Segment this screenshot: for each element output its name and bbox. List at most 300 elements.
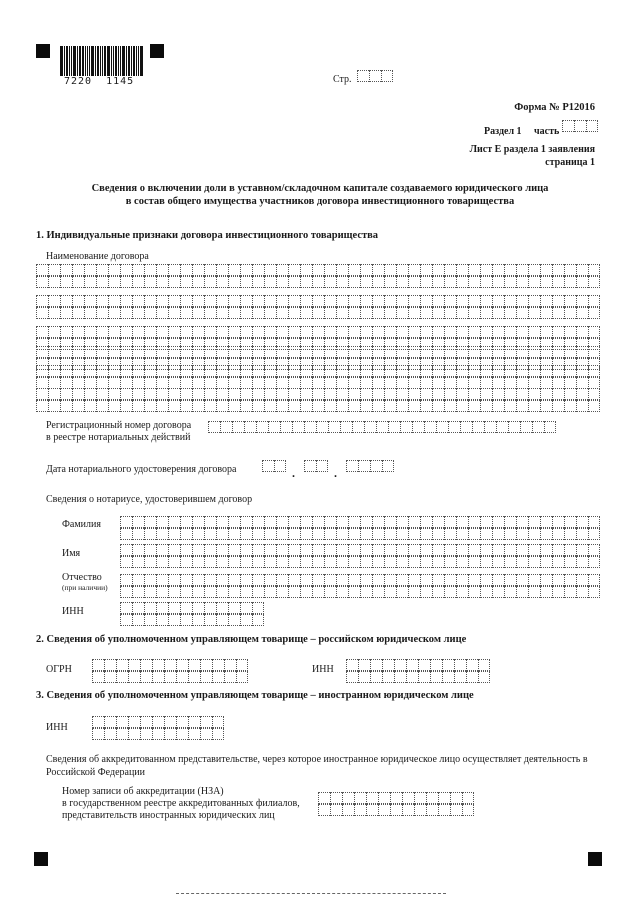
entry-cell[interactable] [456, 264, 468, 276]
entry-cell[interactable] [562, 120, 574, 132]
entry-cell[interactable] [352, 421, 364, 433]
entry-cell[interactable] [588, 388, 600, 400]
entry-cell[interactable] [240, 295, 252, 307]
entry-cell[interactable] [108, 276, 120, 288]
entry-cell[interactable] [144, 346, 156, 358]
entry-cell[interactable] [156, 602, 168, 614]
entry-cell[interactable] [228, 276, 240, 288]
entry-cell[interactable] [168, 346, 180, 358]
entry-cell[interactable] [370, 659, 382, 671]
entry-cell[interactable] [276, 544, 288, 556]
entry-cell[interactable] [216, 556, 228, 568]
entry-cell[interactable] [516, 574, 528, 586]
entry-cell[interactable] [564, 295, 576, 307]
entry-cell[interactable] [342, 804, 354, 816]
entry-cell[interactable] [330, 792, 342, 804]
entry-cell[interactable] [528, 295, 540, 307]
entry-cell[interactable] [264, 276, 276, 288]
entry-cell[interactable] [276, 516, 288, 528]
entry-cell[interactable] [228, 365, 240, 377]
entry-cell[interactable] [370, 460, 382, 472]
entry-cell[interactable] [156, 614, 168, 626]
entry-cell[interactable] [132, 264, 144, 276]
entry-cell[interactable] [216, 326, 228, 338]
entry-cell[interactable] [466, 671, 478, 683]
entry-cell[interactable] [192, 346, 204, 358]
entry-cell[interactable] [176, 728, 188, 740]
entry-cell[interactable] [384, 400, 396, 412]
entry-cell[interactable] [48, 307, 60, 319]
entry-cell[interactable] [324, 365, 336, 377]
entry-cell[interactable] [48, 400, 60, 412]
entry-cell[interactable] [144, 556, 156, 568]
entry-cell[interactable] [92, 659, 104, 671]
entry-cell[interactable] [552, 544, 564, 556]
entry-cell[interactable] [480, 264, 492, 276]
entry-cell[interactable] [360, 586, 372, 598]
entry-cell[interactable] [236, 671, 248, 683]
entry-cell[interactable] [288, 307, 300, 319]
entry-cell[interactable] [228, 388, 240, 400]
entry-cell[interactable] [408, 528, 420, 540]
entry-cell[interactable] [588, 556, 600, 568]
entry-cell[interactable] [72, 365, 84, 377]
entry-cell[interactable] [348, 528, 360, 540]
entry-cell[interactable] [412, 421, 424, 433]
entry-cell[interactable] [288, 276, 300, 288]
entry-cell[interactable] [420, 276, 432, 288]
entry-cell[interactable] [348, 516, 360, 528]
entry-cell[interactable] [276, 307, 288, 319]
entry-cell[interactable] [540, 400, 552, 412]
entry-cell[interactable] [200, 728, 212, 740]
entry-cell[interactable] [240, 556, 252, 568]
entry-cell[interactable] [444, 295, 456, 307]
entry-cell[interactable] [252, 602, 264, 614]
entry-cell[interactable] [384, 516, 396, 528]
entry-cell[interactable] [276, 346, 288, 358]
entry-cell[interactable] [156, 295, 168, 307]
entry-cell[interactable] [144, 388, 156, 400]
entry-cell[interactable] [378, 792, 390, 804]
entry-cell[interactable] [454, 659, 466, 671]
entry-cell[interactable] [312, 516, 324, 528]
entry-cell[interactable] [176, 716, 188, 728]
entry-cell[interactable] [516, 276, 528, 288]
contract-name-row[interactable] [36, 400, 600, 412]
entry-cell[interactable] [96, 365, 108, 377]
entry-cell[interactable] [204, 614, 216, 626]
entry-cell[interactable] [552, 556, 564, 568]
ogrn-cells-row2[interactable] [92, 671, 248, 683]
entry-cell[interactable] [372, 400, 384, 412]
entry-cell[interactable] [516, 400, 528, 412]
entry-cell[interactable] [288, 365, 300, 377]
entry-cell[interactable] [144, 264, 156, 276]
entry-cell[interactable] [192, 556, 204, 568]
entry-cell[interactable] [492, 276, 504, 288]
entry-cell[interactable] [390, 804, 402, 816]
entry-cell[interactable] [192, 365, 204, 377]
entry-cell[interactable] [384, 295, 396, 307]
entry-cell[interactable] [116, 659, 128, 671]
entry-cell[interactable] [312, 346, 324, 358]
entry-cell[interactable] [300, 295, 312, 307]
entry-cell[interactable] [360, 264, 372, 276]
entry-cell[interactable] [540, 346, 552, 358]
entry-cell[interactable] [540, 544, 552, 556]
entry-cell[interactable] [96, 326, 108, 338]
entry-cell[interactable] [84, 276, 96, 288]
entry-cell[interactable] [432, 544, 444, 556]
entry-cell[interactable] [164, 671, 176, 683]
entry-cell[interactable] [240, 276, 252, 288]
entry-cell[interactable] [400, 421, 412, 433]
entry-cell[interactable] [120, 614, 132, 626]
entry-cell[interactable] [96, 388, 108, 400]
entry-cell[interactable] [156, 388, 168, 400]
entry-cell[interactable] [418, 671, 430, 683]
entry-cell[interactable] [516, 516, 528, 528]
entry-cell[interactable] [426, 804, 438, 816]
entry-cell[interactable] [456, 346, 468, 358]
entry-cell[interactable] [348, 307, 360, 319]
entry-cell[interactable] [156, 326, 168, 338]
entry-cell[interactable] [369, 70, 381, 82]
entry-cell[interactable] [432, 276, 444, 288]
entry-cell[interactable] [492, 556, 504, 568]
entry-cell[interactable] [180, 574, 192, 586]
entry-cell[interactable] [496, 421, 508, 433]
entry-cell[interactable] [516, 295, 528, 307]
entry-cell[interactable] [396, 400, 408, 412]
entry-cell[interactable] [120, 586, 132, 598]
entry-cell[interactable] [316, 460, 328, 472]
entry-cell[interactable] [144, 400, 156, 412]
entry-cell[interactable] [180, 346, 192, 358]
entry-cell[interactable] [140, 659, 152, 671]
entry-cell[interactable] [264, 544, 276, 556]
entry-cell[interactable] [324, 556, 336, 568]
entry-cell[interactable] [444, 276, 456, 288]
entry-cell[interactable] [456, 516, 468, 528]
entry-cell[interactable] [544, 421, 556, 433]
entry-cell[interactable] [36, 388, 48, 400]
entry-cell[interactable] [276, 295, 288, 307]
entry-cell[interactable] [576, 346, 588, 358]
entry-cell[interactable] [528, 516, 540, 528]
entry-cell[interactable] [432, 326, 444, 338]
notary-inn-cells-row2[interactable] [120, 614, 264, 626]
entry-cell[interactable] [132, 544, 144, 556]
entry-cell[interactable] [442, 671, 454, 683]
entry-cell[interactable] [312, 326, 324, 338]
entry-cell[interactable] [268, 421, 280, 433]
entry-cell[interactable] [408, 276, 420, 288]
entry-cell[interactable] [516, 528, 528, 540]
entry-cell[interactable] [204, 556, 216, 568]
entry-cell[interactable] [176, 659, 188, 671]
entry-cell[interactable] [324, 586, 336, 598]
section2-inn-cells-row2[interactable] [346, 671, 490, 683]
entry-cell[interactable] [552, 264, 564, 276]
entry-cell[interactable] [444, 388, 456, 400]
entry-cell[interactable] [240, 614, 252, 626]
entry-cell[interactable] [300, 528, 312, 540]
entry-cell[interactable] [168, 586, 180, 598]
entry-cell[interactable] [156, 264, 168, 276]
entry-cell[interactable] [204, 400, 216, 412]
entry-cell[interactable] [456, 276, 468, 288]
entry-cell[interactable] [336, 574, 348, 586]
entry-cell[interactable] [252, 276, 264, 288]
entry-cell[interactable] [204, 602, 216, 614]
entry-cell[interactable] [60, 388, 72, 400]
entry-cell[interactable] [188, 716, 200, 728]
entry-cell[interactable] [396, 264, 408, 276]
entry-cell[interactable] [180, 365, 192, 377]
entry-cell[interactable] [480, 400, 492, 412]
entry-cell[interactable] [60, 295, 72, 307]
name-cells-row2[interactable] [120, 556, 600, 568]
entry-cell[interactable] [180, 544, 192, 556]
entry-cell[interactable] [414, 792, 426, 804]
entry-cell[interactable] [84, 388, 96, 400]
entry-cell[interactable] [72, 388, 84, 400]
entry-cell[interactable] [456, 365, 468, 377]
entry-cell[interactable] [540, 528, 552, 540]
entry-cell[interactable] [564, 586, 576, 598]
entry-cell[interactable] [264, 346, 276, 358]
entry-cell[interactable] [528, 346, 540, 358]
entry-cell[interactable] [360, 574, 372, 586]
entry-cell[interactable] [60, 365, 72, 377]
entry-cell[interactable] [324, 528, 336, 540]
entry-cell[interactable] [36, 400, 48, 412]
entry-cell[interactable] [240, 516, 252, 528]
entry-cell[interactable] [348, 276, 360, 288]
entry-cell[interactable] [144, 614, 156, 626]
entry-cell[interactable] [168, 276, 180, 288]
entry-cell[interactable] [384, 586, 396, 598]
entry-cell[interactable] [348, 574, 360, 586]
entry-cell[interactable] [372, 556, 384, 568]
entry-cell[interactable] [240, 528, 252, 540]
entry-cell[interactable] [312, 400, 324, 412]
entry-cell[interactable] [288, 346, 300, 358]
entry-cell[interactable] [36, 295, 48, 307]
entry-cell[interactable] [216, 365, 228, 377]
contract-name-row[interactable] [36, 307, 600, 319]
entry-cell[interactable] [588, 574, 600, 586]
entry-cell[interactable] [84, 400, 96, 412]
entry-cell[interactable] [164, 716, 176, 728]
entry-cell[interactable] [156, 276, 168, 288]
entry-cell[interactable] [492, 586, 504, 598]
entry-cell[interactable] [372, 574, 384, 586]
entry-cell[interactable] [144, 544, 156, 556]
entry-cell[interactable] [564, 544, 576, 556]
entry-cell[interactable] [116, 716, 128, 728]
entry-cell[interactable] [420, 586, 432, 598]
entry-cell[interactable] [104, 716, 116, 728]
entry-cell[interactable] [120, 516, 132, 528]
entry-cell[interactable] [180, 586, 192, 598]
surname-cells[interactable] [120, 516, 600, 528]
entry-cell[interactable] [574, 120, 586, 132]
entry-cell[interactable] [324, 276, 336, 288]
entry-cell[interactable] [360, 556, 372, 568]
entry-cell[interactable] [48, 264, 60, 276]
entry-cell[interactable] [396, 307, 408, 319]
entry-cell[interactable] [492, 574, 504, 586]
entry-cell[interactable] [192, 276, 204, 288]
entry-cell[interactable] [564, 365, 576, 377]
entry-cell[interactable] [456, 574, 468, 586]
entry-cell[interactable] [264, 365, 276, 377]
entry-cell[interactable] [240, 264, 252, 276]
entry-cell[interactable] [402, 804, 414, 816]
entry-cell[interactable] [168, 574, 180, 586]
entry-cell[interactable] [360, 307, 372, 319]
entry-cell[interactable] [72, 264, 84, 276]
entry-cell[interactable] [492, 295, 504, 307]
entry-cell[interactable] [576, 326, 588, 338]
entry-cell[interactable] [264, 388, 276, 400]
entry-cell[interactable] [432, 264, 444, 276]
entry-cell[interactable] [408, 400, 420, 412]
entry-cell[interactable] [168, 264, 180, 276]
ogrn-cells[interactable] [92, 659, 248, 671]
entry-cell[interactable] [480, 544, 492, 556]
entry-cell[interactable] [390, 792, 402, 804]
entry-cell[interactable] [180, 528, 192, 540]
entry-cell[interactable] [48, 295, 60, 307]
entry-cell[interactable] [504, 326, 516, 338]
entry-cell[interactable] [36, 264, 48, 276]
entry-cell[interactable] [480, 307, 492, 319]
entry-cell[interactable] [444, 365, 456, 377]
entry-cell[interactable] [312, 365, 324, 377]
entry-cell[interactable] [228, 346, 240, 358]
entry-cell[interactable] [180, 307, 192, 319]
entry-cell[interactable] [252, 614, 264, 626]
entry-cell[interactable] [156, 544, 168, 556]
entry-cell[interactable] [480, 574, 492, 586]
entry-cell[interactable] [442, 659, 454, 671]
entry-cell[interactable] [408, 556, 420, 568]
entry-cell[interactable] [144, 326, 156, 338]
entry-cell[interactable] [72, 307, 84, 319]
entry-cell[interactable] [228, 614, 240, 626]
entry-cell[interactable] [120, 528, 132, 540]
entry-cell[interactable] [164, 659, 176, 671]
entry-cell[interactable] [444, 556, 456, 568]
entry-cell[interactable] [516, 388, 528, 400]
entry-cell[interactable] [264, 326, 276, 338]
entry-cell[interactable] [204, 528, 216, 540]
entry-cell[interactable] [252, 516, 264, 528]
entry-cell[interactable] [116, 671, 128, 683]
entry-cell[interactable] [132, 400, 144, 412]
entry-cell[interactable] [108, 388, 120, 400]
entry-cell[interactable] [264, 400, 276, 412]
entry-cell[interactable] [168, 365, 180, 377]
entry-cell[interactable] [492, 326, 504, 338]
entry-cell[interactable] [288, 586, 300, 598]
entry-cell[interactable] [360, 365, 372, 377]
entry-cell[interactable] [128, 659, 140, 671]
entry-cell[interactable] [300, 574, 312, 586]
entry-cell[interactable] [228, 307, 240, 319]
entry-cell[interactable] [466, 659, 478, 671]
entry-cell[interactable] [240, 388, 252, 400]
entry-cell[interactable] [128, 728, 140, 740]
entry-cell[interactable] [586, 120, 598, 132]
entry-cell[interactable] [576, 400, 588, 412]
entry-cell[interactable] [324, 346, 336, 358]
entry-cell[interactable] [228, 574, 240, 586]
entry-cell[interactable] [300, 516, 312, 528]
entry-cell[interactable] [180, 602, 192, 614]
entry-cell[interactable] [382, 659, 394, 671]
entry-cell[interactable] [384, 346, 396, 358]
entry-cell[interactable] [384, 388, 396, 400]
entry-cell[interactable] [252, 528, 264, 540]
entry-cell[interactable] [204, 307, 216, 319]
entry-cell[interactable] [108, 264, 120, 276]
entry-cell[interactable] [420, 307, 432, 319]
entry-cell[interactable] [420, 400, 432, 412]
entry-cell[interactable] [168, 602, 180, 614]
entry-cell[interactable] [60, 346, 72, 358]
entry-cell[interactable] [564, 528, 576, 540]
entry-cell[interactable] [252, 586, 264, 598]
entry-cell[interactable] [288, 528, 300, 540]
entry-cell[interactable] [300, 276, 312, 288]
entry-cell[interactable] [384, 574, 396, 586]
entry-cell[interactable] [120, 602, 132, 614]
entry-cell[interactable] [468, 365, 480, 377]
entry-cell[interactable] [264, 556, 276, 568]
entry-cell[interactable] [300, 544, 312, 556]
entry-cell[interactable] [420, 556, 432, 568]
entry-cell[interactable] [216, 516, 228, 528]
entry-cell[interactable] [540, 574, 552, 586]
notary-inn-cells[interactable] [120, 602, 264, 614]
entry-cell[interactable] [212, 728, 224, 740]
entry-cell[interactable] [372, 388, 384, 400]
entry-cell[interactable] [288, 400, 300, 412]
entry-cell[interactable] [340, 421, 352, 433]
entry-cell[interactable] [336, 388, 348, 400]
entry-cell[interactable] [96, 346, 108, 358]
entry-cell[interactable] [72, 400, 84, 412]
entry-cell[interactable] [132, 307, 144, 319]
entry-cell[interactable] [252, 326, 264, 338]
entry-cell[interactable] [564, 307, 576, 319]
entry-cell[interactable] [276, 326, 288, 338]
entry-cell[interactable] [480, 295, 492, 307]
entry-cell[interactable] [216, 586, 228, 598]
entry-cell[interactable] [552, 365, 564, 377]
entry-cell[interactable] [144, 516, 156, 528]
entry-cell[interactable] [460, 421, 472, 433]
entry-cell[interactable] [228, 586, 240, 598]
entry-cell[interactable] [376, 421, 388, 433]
entry-cell[interactable] [384, 264, 396, 276]
entry-cell[interactable] [256, 421, 268, 433]
